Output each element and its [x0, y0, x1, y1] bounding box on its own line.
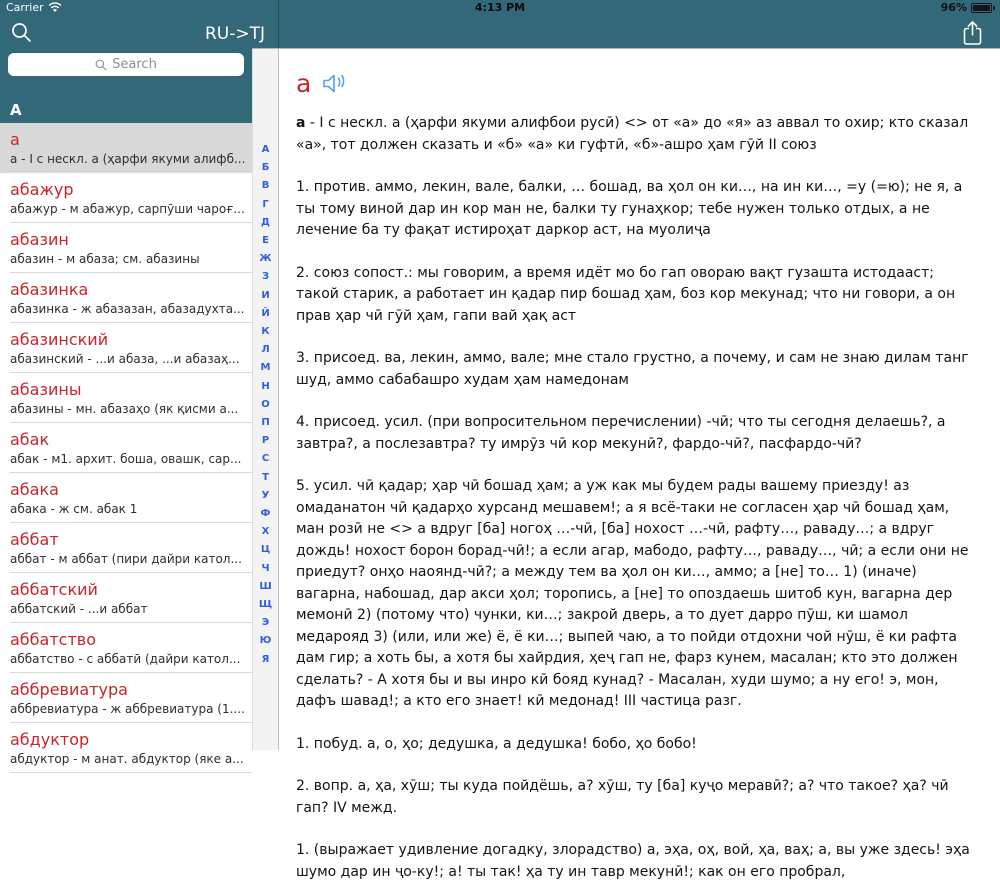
item-word: аббревиатура	[10, 680, 128, 699]
share-button[interactable]	[960, 20, 984, 46]
index-letter[interactable]: Д	[261, 216, 270, 228]
index-letter[interactable]: Н	[261, 380, 270, 392]
list-item[interactable]	[0, 273, 252, 323]
index-letter[interactable]: И	[261, 289, 270, 301]
index-letter[interactable]: С	[261, 453, 270, 465]
status-bar	[0, 0, 1000, 16]
alphabet-index-strip	[252, 49, 279, 750]
top-navigation-bar	[0, 0, 1000, 48]
list-item[interactable]	[0, 473, 252, 523]
index-letter[interactable]: Ж	[259, 253, 272, 265]
index-letter[interactable]: М	[260, 362, 271, 374]
index-letter[interactable]: Ц	[260, 544, 271, 556]
index-letter[interactable]: Ю	[259, 635, 272, 647]
entry-pane	[280, 49, 1000, 880]
index-letter[interactable]: Ч	[261, 562, 270, 574]
list-item[interactable]	[0, 123, 252, 173]
item-preview: абазинка - ж абазазан, абазадухта...	[10, 302, 245, 316]
index-letter[interactable]: Т	[262, 471, 269, 483]
index-letter[interactable]: Б	[261, 162, 270, 174]
list-item[interactable]	[0, 723, 252, 773]
item-preview: абак - м1. архит. боша, овашк, сар...	[10, 452, 242, 466]
item-preview: абака - ж см. абак 1	[10, 502, 138, 516]
item-word: абазин	[10, 230, 69, 249]
index-letter[interactable]: А	[261, 144, 270, 155]
search-button[interactable]	[10, 22, 32, 44]
index-letter[interactable]: Э	[261, 617, 270, 629]
search-field-icon	[95, 59, 107, 71]
sidebar-search-area	[0, 48, 252, 97]
index-letter[interactable]: Я	[261, 653, 270, 665]
share-icon	[961, 20, 984, 46]
item-preview: абазин - м абаза; см. абазины	[10, 252, 200, 266]
entry-paragraph: 1. побуд. а, о, ҳо; дедушка, а дедушка! бобо, ҳо бобо!	[296, 735, 697, 752]
search-placeholder: Search	[112, 57, 157, 72]
list-item[interactable]	[0, 623, 252, 673]
item-preview: абажур - м абажур, сарпӯши чароғ...	[10, 202, 245, 216]
index-letter[interactable]: Л	[261, 344, 270, 356]
battery-percent-label: 96%	[940, 1, 967, 14]
item-preview: абазинский - ...и абаза, ...и абазаҳ...	[10, 352, 240, 366]
item-word: абазины	[10, 380, 82, 399]
item-preview: аббатский - ...и аббат	[10, 602, 148, 616]
list-item[interactable]	[0, 373, 252, 423]
index-letter[interactable]: Й	[261, 307, 270, 319]
item-word: аббатство	[10, 630, 96, 649]
entry-paragraph: 4. присоед. усил. (при вопросительном перечислении) -чӣ; что ты сегодня делаешь?, а завтра?, а послезавтра? ту имрӯз чӣ кор мекунӣ?, фардо-чӣ?, пасфардо-чӣ?	[296, 414, 946, 452]
entry-headword: а	[296, 69, 312, 98]
entry-paragraph: а - I с нескл. а (ҳарфи якуми алифбои русӣ) <> от «а» до «я» аз аввал то охир; кто сказал «а», тот должен сказать и «б» «а» ки гуфтӣ, «б»-ашро ҳам гӯй II союз	[296, 115, 969, 153]
index-letter[interactable]: Ш	[259, 580, 272, 592]
search-input[interactable]	[8, 53, 244, 76]
item-word: аббатский	[10, 580, 98, 599]
list-item[interactable]	[0, 423, 252, 473]
index-letter[interactable]: Ф	[260, 508, 271, 520]
item-preview: абазины - мн. абазаҳо (як қисми а...	[10, 402, 239, 416]
item-word: абажур	[10, 180, 74, 199]
index-letter[interactable]: З	[261, 271, 270, 283]
index-letter-list	[253, 145, 278, 665]
index-letter[interactable]: К	[261, 326, 270, 338]
item-preview: аббат - м аббат (пири дайри катол...	[10, 552, 242, 566]
entry-paragraph: 2. вопр. а, ҳа, хӯш; ты куда пойдёшь, а? хӯш, ту [ба] куҷо меравӣ?; а? что такое? ҳа? чӣ гап? IV межд.	[296, 778, 949, 816]
list-item[interactable]	[0, 523, 252, 573]
index-letter[interactable]: Х	[261, 526, 270, 538]
search-icon	[11, 22, 32, 43]
entry-paragraph: 3. присоед. ва, лекин, аммо, вале; мне стало грустно, а почему, и сам не знаю дилам танг шуд, аммо сабабашро худам ҳам намедонам	[296, 350, 969, 388]
item-preview: а - I с нескл. а (ҳарфи якуми алифб...	[10, 152, 246, 166]
word-list	[0, 123, 252, 766]
entry-paragraph: 5. усил. чӣ қадар; ҳар чӣ бошад ҳам; а уж как мы будем рады вашему приезду! аз омаданатон чӣ қадарҳо хурсанд мешавем!; а я всё-таки не согласен ҳар чӣ бошад ҳам, ман розӣ не <> а вдруг [ба] ногоҳ …-чӣ, [ба] нохост …-чӣ, рафту…, раваду…; а вдруг дождь! нохост борон борад-чӣ!; а если агар, мабодо, рафту…, раваду…, чӣ; а если они не приедут? онҳо наоянд-чӣ?; а между тем ва ҳол он ки…, аммо; а [не] то… 1) (иначе) вагарна, набошад, дар акси ҳол; торопись, а [не] то опоздаешь шитоб кун, вагарна дер мемонӣ 2) (потому что) чунки, ки…; закрой дверь, а то дует дарро пӯш, ки шамол медарояд 3) (или, или же) ё, ё ки…; выпей чаю, а то пойди отдохни чой нӯш, ё ки рафта дам гир; а хоть бы, а хотя бы хайрдия, ҳеҷ гап не, фарз кунем, масалан; кто это должен сделать? - А хотя бы и вы инро кӣ бояд кунад? - Масалан, худи шумо; а ну его! э, мон, дафъ шавад!; а кто его знает! кӣ медонад! III частица разг.	[296, 478, 969, 709]
index-letter[interactable]: О	[261, 398, 270, 410]
index-letter[interactable]: Щ	[258, 599, 273, 611]
item-word: абазинский	[10, 330, 109, 349]
entry-paragraph: 1. против. аммо, лекин, вале, балки, … бошад, ва ҳол он ки…, на ин ки…, =у (=ю); не я, а ты тому виной дар ин кор ман не, балки ту гунаҳкор; тебе нужен только отдых, а не лечение ба ту фақат истироҳат даркор аст, на муолиҷа	[296, 179, 963, 238]
index-letter[interactable]: У	[261, 489, 270, 501]
item-word: абака	[10, 480, 59, 499]
list-item[interactable]	[0, 573, 252, 623]
battery-icon	[971, 3, 992, 13]
entry-paragraph: 2. союз сопост.: мы говорим, а время идёт мо бо гап овораю вақт гузашта истодааст; такой старик, а работает ин қадар пир бошад ҳам, боз кор мекунад; что ни говори, а он прав ҳар чӣ гӯй ҳам, гапи вай ҳақ аст	[296, 264, 956, 324]
pronounce-button[interactable]	[320, 72, 348, 96]
carrier-label: Carrier	[6, 1, 44, 14]
clock-label: 4:13 PM	[474, 1, 526, 14]
item-preview: аббатство - с аббатӣ (дайри катол...	[10, 652, 241, 666]
item-word: абазинка	[10, 280, 89, 299]
index-letter[interactable]: Р	[261, 435, 270, 447]
item-word: абак	[10, 430, 50, 449]
index-letter[interactable]: П	[261, 417, 270, 429]
list-item[interactable]	[0, 673, 252, 723]
item-word: абдуктор	[10, 730, 90, 749]
entry-body	[296, 113, 978, 883]
section-header: А	[0, 97, 252, 123]
index-letter[interactable]: Е	[262, 235, 269, 247]
list-item[interactable]	[0, 173, 252, 223]
item-preview: абдуктор - м анат. абдуктор (яке а...	[10, 752, 244, 766]
item-preview: аббревиатура - ж аббревиатура (1....	[10, 702, 245, 716]
item-word: а	[10, 130, 20, 149]
index-letter[interactable]: В	[261, 180, 270, 192]
list-item[interactable]	[0, 323, 252, 373]
entry-paragraph: 1. (выражает удивление догадку, злорадство) а, эҳа, оҳ, вой, ҳа, ваҳ; а, вы уже здесь! эҳа шумо дар ин ҷо-ку!; а! ты так! ҳа ту ин тавр мекунӣ!; как он его пробрал,	[296, 842, 970, 880]
index-letter[interactable]: Г	[262, 198, 269, 210]
list-item[interactable]	[0, 223, 252, 273]
direction-title[interactable]: RU->TJ	[204, 24, 265, 44]
item-word: аббат	[10, 530, 59, 549]
speaker-icon	[321, 72, 348, 95]
